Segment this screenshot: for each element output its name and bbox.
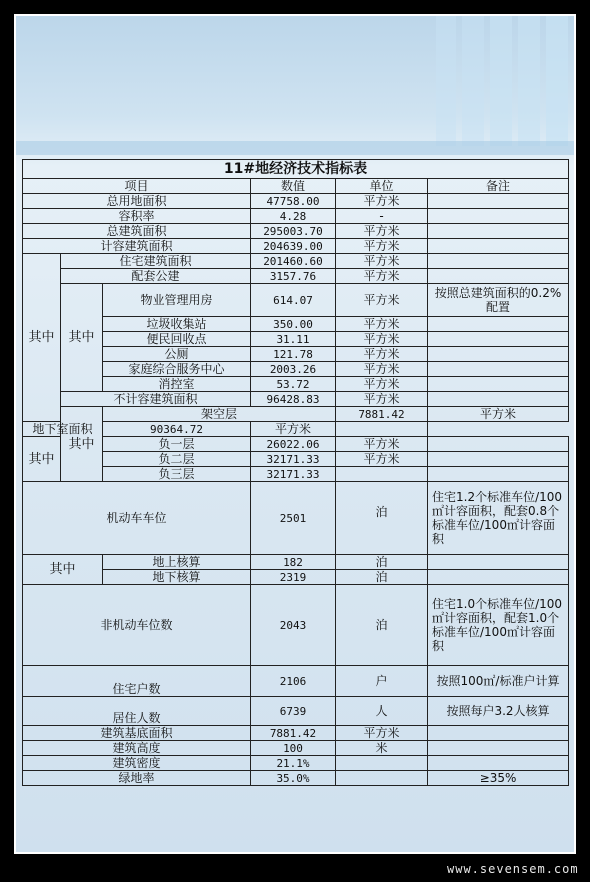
row-unit: 泊 xyxy=(336,482,428,555)
table-row xyxy=(23,194,569,209)
row-value: 100 xyxy=(251,741,336,756)
row-value: 2043 xyxy=(251,585,336,666)
row-unit xyxy=(336,756,428,771)
table-row xyxy=(23,347,569,362)
row-unit: 平方米 xyxy=(336,392,428,407)
row-label: 地下室面积 xyxy=(23,422,103,437)
row-unit: 平方米 xyxy=(336,284,428,317)
row-label: 负一层 xyxy=(103,437,251,452)
row-note: 住宅1.2个标准车位/100㎡计容面积，配套0.8个标准车位/100㎡计容面积 xyxy=(428,482,569,555)
row-label: 建筑高度 xyxy=(23,741,251,756)
table-row xyxy=(23,585,569,666)
row-label: 物业管理用房 xyxy=(103,284,251,317)
table-row xyxy=(23,771,569,786)
row-value: 295003.70 xyxy=(251,224,336,239)
header-row xyxy=(23,179,569,194)
row-label: 绿地率 xyxy=(23,771,251,786)
row-value: 53.72 xyxy=(251,377,336,392)
row-label: 公厕 xyxy=(103,347,251,362)
row-unit: 平方米 xyxy=(336,254,428,269)
row-unit xyxy=(336,771,428,786)
row-label: 非机动车位数 xyxy=(23,585,251,666)
row-unit: 平方米 xyxy=(336,726,428,741)
column-header: 单位 xyxy=(336,179,428,194)
photo-frame xyxy=(14,14,576,854)
row-value: 21.1% xyxy=(251,756,336,771)
table-row xyxy=(23,407,569,422)
row-note xyxy=(428,209,569,224)
row-unit: 户 xyxy=(336,666,428,697)
row-note xyxy=(428,555,569,570)
row-unit: 平方米 xyxy=(428,407,569,422)
table-row xyxy=(23,467,569,482)
row-label: 总用地面积 xyxy=(23,194,251,209)
row-value: 35.0% xyxy=(251,771,336,786)
table-row xyxy=(23,555,569,570)
row-value: 2319 xyxy=(251,570,336,585)
row-unit: 泊 xyxy=(336,555,428,570)
row-note xyxy=(428,437,569,452)
row-note xyxy=(428,332,569,347)
row-unit: 泊 xyxy=(336,585,428,666)
table-row xyxy=(23,254,569,269)
table-row xyxy=(23,422,569,437)
row-note xyxy=(428,726,569,741)
row-note xyxy=(428,377,569,392)
table-row xyxy=(23,317,569,332)
table-row xyxy=(23,284,569,317)
table-row xyxy=(23,666,569,697)
row-note xyxy=(428,269,569,284)
row-note xyxy=(428,362,569,377)
row-label: 建筑密度 xyxy=(23,756,251,771)
row-value: 182 xyxy=(251,555,336,570)
row-label: 地下核算 xyxy=(103,570,251,585)
row-value: 96428.83 xyxy=(251,392,336,407)
group-label: 其中 xyxy=(23,254,61,422)
row-label: 地上核算 xyxy=(103,555,251,570)
column-header: 项目 xyxy=(23,179,251,194)
row-note xyxy=(428,194,569,209)
row-note xyxy=(428,570,569,585)
row-unit: 人 xyxy=(336,697,428,726)
row-unit: 平方米 xyxy=(336,239,428,254)
table-row xyxy=(23,209,569,224)
row-note xyxy=(428,756,569,771)
column-header: 备注 xyxy=(428,179,569,194)
row-value: 32171.33 xyxy=(251,452,336,467)
row-unit: 泊 xyxy=(336,570,428,585)
row-note xyxy=(428,317,569,332)
row-label: 便民回收点 xyxy=(103,332,251,347)
row-note xyxy=(428,254,569,269)
row-unit: 平方米 xyxy=(336,224,428,239)
table-row xyxy=(23,437,569,452)
row-label: 垃圾收集站 xyxy=(103,317,251,332)
row-unit xyxy=(336,467,428,482)
row-label: 居住人数 xyxy=(23,697,251,726)
row-value: 201460.60 xyxy=(251,254,336,269)
row-label: 架空层 xyxy=(103,407,336,422)
row-value: 614.07 xyxy=(251,284,336,317)
row-unit: 平方米 xyxy=(336,362,428,377)
column-header: 数值 xyxy=(251,179,336,194)
row-label: 不计容建筑面积 xyxy=(61,392,251,407)
table-row xyxy=(23,482,569,555)
row-label: 总建筑面积 xyxy=(23,224,251,239)
row-note xyxy=(428,467,569,482)
row-unit: 平方米 xyxy=(336,332,428,347)
decor-block xyxy=(436,16,456,146)
sub-group-label: 其中 xyxy=(23,437,61,482)
row-value: 4.28 xyxy=(251,209,336,224)
row-value: 26022.06 xyxy=(251,437,336,452)
row-note xyxy=(428,347,569,362)
row-value: 32171.33 xyxy=(251,467,336,482)
economic-indicator-table xyxy=(22,159,569,786)
row-label: 容积率 xyxy=(23,209,251,224)
row-label: 住宅户数 xyxy=(23,666,251,697)
row-note xyxy=(428,452,569,467)
decor-block xyxy=(546,16,568,146)
decor-block xyxy=(490,16,512,146)
row-unit: 平方米 xyxy=(336,317,428,332)
row-value: 47758.00 xyxy=(251,194,336,209)
row-value: 350.00 xyxy=(251,317,336,332)
group-label: 其中 xyxy=(61,407,103,482)
row-label: 建筑基底面积 xyxy=(23,726,251,741)
row-value: 2003.26 xyxy=(251,362,336,377)
row-note: ≥35% xyxy=(428,771,569,786)
row-note: 按照100㎡/标准户计算 xyxy=(428,666,569,697)
row-note xyxy=(428,239,569,254)
table-row xyxy=(23,756,569,771)
row-note: 住宅1.0个标准车位/100㎡计容面积，配套1.0个标准车位/100㎡计容面积 xyxy=(428,585,569,666)
row-unit: 平方米 xyxy=(336,377,428,392)
table-row xyxy=(23,392,569,407)
row-label: 消控室 xyxy=(103,377,251,392)
decor-band xyxy=(16,141,574,155)
row-unit: 平方米 xyxy=(336,194,428,209)
table-row xyxy=(23,741,569,756)
sub-group-label: 其中 xyxy=(61,284,103,392)
row-value: 7881.42 xyxy=(336,407,428,422)
row-value: 2106 xyxy=(251,666,336,697)
row-unit: 平方米 xyxy=(336,269,428,284)
row-label: 配套公建 xyxy=(61,269,251,284)
row-label: 机动车车位 xyxy=(23,482,251,555)
row-value: 204639.00 xyxy=(251,239,336,254)
row-unit: 平方米 xyxy=(336,452,428,467)
row-note: 按照每户3.2人核算 xyxy=(428,697,569,726)
row-unit: 平方米 xyxy=(336,437,428,452)
decor-block xyxy=(518,16,540,146)
watermark: www.sevensem.com xyxy=(447,862,579,876)
row-unit: 米 xyxy=(336,741,428,756)
table-row xyxy=(23,332,569,347)
table-row xyxy=(23,362,569,377)
row-unit: 平方米 xyxy=(251,422,336,437)
table-row xyxy=(23,726,569,741)
row-note xyxy=(428,224,569,239)
row-value: 31.11 xyxy=(251,332,336,347)
row-label: 计容建筑面积 xyxy=(23,239,251,254)
row-unit: 平方米 xyxy=(336,347,428,362)
row-label: 负三层 xyxy=(103,467,251,482)
row-unit: - xyxy=(336,209,428,224)
table-row xyxy=(23,452,569,467)
row-value: 121.78 xyxy=(251,347,336,362)
row-value: 7881.42 xyxy=(251,726,336,741)
row-value: 90364.72 xyxy=(103,422,251,437)
row-note xyxy=(428,392,569,407)
row-value: 6739 xyxy=(251,697,336,726)
table-row xyxy=(23,224,569,239)
table-title: 11#地经济技术指标表 xyxy=(23,160,569,179)
row-value: 3157.76 xyxy=(251,269,336,284)
photo-background xyxy=(16,16,574,852)
row-note xyxy=(428,741,569,756)
table-row xyxy=(23,570,569,585)
row-note xyxy=(336,422,428,437)
table-row xyxy=(23,269,569,284)
group-label: 其中 xyxy=(23,555,103,585)
table-row xyxy=(23,377,569,392)
row-value: 2501 xyxy=(251,482,336,555)
table-row xyxy=(23,239,569,254)
row-note: 按照总建筑面积的0.2%配置 xyxy=(428,284,569,317)
table-row xyxy=(23,697,569,726)
row-label: 负二层 xyxy=(103,452,251,467)
row-label: 家庭综合服务中心 xyxy=(103,362,251,377)
row-label: 住宅建筑面积 xyxy=(61,254,251,269)
decor-block xyxy=(462,16,484,146)
